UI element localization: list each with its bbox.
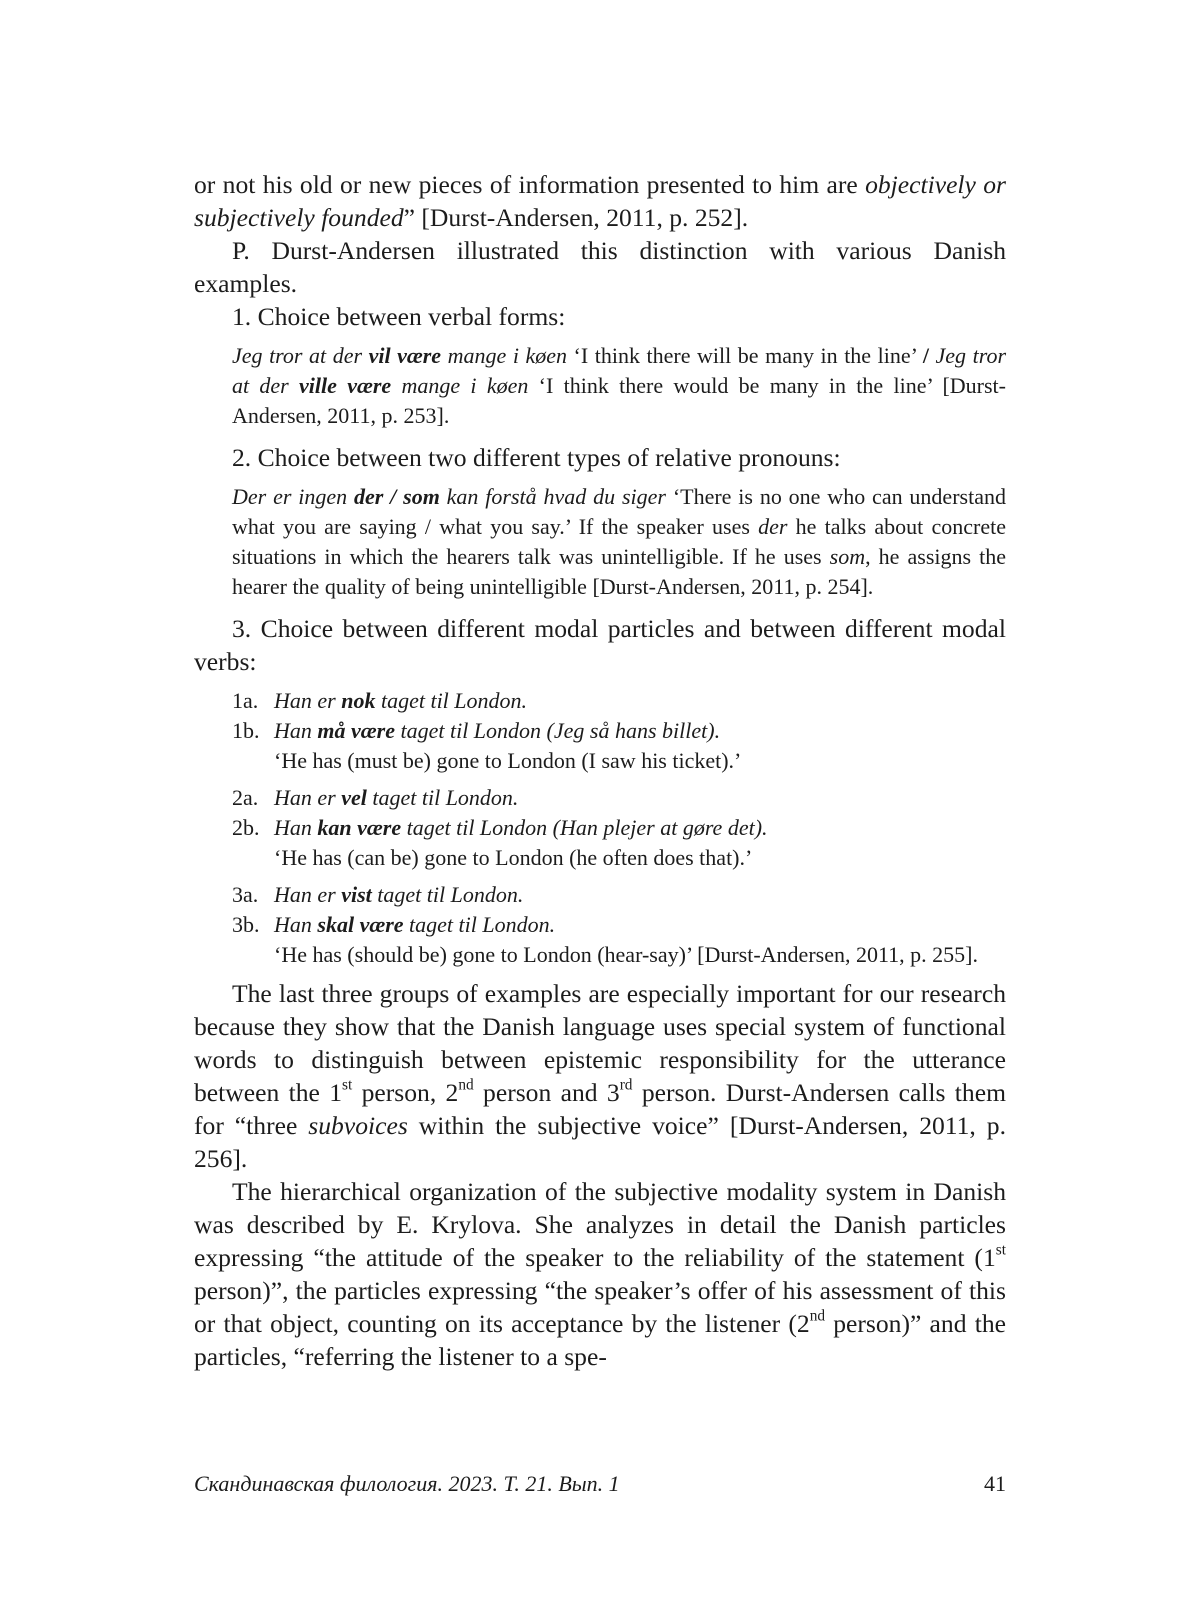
list-item (194, 813, 1006, 843)
bold-term: kan være (317, 815, 402, 840)
text-span: ‘There is no one who can understand what you are saying / what you say.’ If the speaker uses (232, 484, 1006, 539)
example-gloss: ‘He has (must be) gone to London (I saw his ticket).’ (274, 748, 742, 773)
separator: / (922, 343, 929, 368)
example-text (274, 880, 1006, 910)
text-span: The last three groups of examples are especially important for our research because they show that the Danish language uses special system of functional words to distinguish between epistemic responsibility for the utterance between the 1 (194, 979, 1006, 1107)
examples-list (194, 686, 1006, 970)
italic-term: som (829, 544, 866, 569)
text-span: Jeg tror at der (232, 343, 369, 368)
text-span: person and 3 (473, 1078, 620, 1107)
bold-term: vel (341, 785, 367, 810)
item1-heading: 1. Choice between verbal forms: (232, 302, 566, 331)
text-span: taget til London. (371, 882, 524, 907)
italic-term: der (758, 514, 788, 539)
text-span: Han (274, 815, 318, 840)
example-number: 1a. (232, 688, 259, 713)
text-span: taget til London (Jeg så hans billet). (394, 718, 721, 743)
main-text-column (194, 168, 1006, 1373)
ordinal-superscript: nd (458, 1076, 474, 1094)
text-span: person, 2 (352, 1078, 459, 1107)
italic-phrase: objectively or subjectively founded (194, 170, 1006, 232)
bold-term: skal være (317, 912, 404, 937)
bold-term: vist (341, 882, 372, 907)
bold-term: må være (317, 718, 395, 743)
text-span: taget til London (Han plejer at gøre det). (401, 815, 768, 840)
journal-citation: Скандинавская филология. 2023. Т. 21. Вып. 1 (194, 1471, 620, 1496)
bold-term: der / som (353, 484, 440, 509)
example-number: 1b. (232, 718, 260, 743)
bold-term: vil være (368, 343, 442, 368)
text-span: he talks about concrete situations in which the hearers talk was unintelligible. If he uses (232, 514, 1006, 569)
text-span: ‘I think there would be many in the line’ [Durst-Andersen, 2011, p. 253]. (232, 373, 1006, 428)
text-span: Han er (274, 882, 342, 907)
example-number: 3b. (232, 912, 260, 937)
example-gloss: ‘He has (can be) gone to London (he often does that).’ (274, 845, 753, 870)
list-item (194, 686, 1006, 716)
italic-term: subvoices (308, 1111, 408, 1140)
example-text (274, 910, 1006, 940)
text-span: mange i køen (391, 373, 529, 398)
text-span: person)” and the particles, “referring the listener to a spe- (194, 1309, 1006, 1371)
ordinal-superscript: st (342, 1076, 353, 1094)
example-group (194, 686, 1006, 776)
list-item (194, 880, 1006, 910)
text-span: taget til London. (366, 785, 519, 810)
example-number: 2a. (232, 785, 259, 810)
example-text (274, 716, 1006, 746)
example-number: 3a. (232, 882, 259, 907)
list-item (194, 716, 1006, 746)
example-number: 2b. (232, 815, 260, 840)
text-span: Han (274, 912, 318, 937)
item1-example (194, 341, 1006, 431)
text-span: ” [Durst-Andersen, 2011, p. 252]. (403, 203, 749, 232)
ordinal-superscript: st (995, 1241, 1006, 1259)
ordinal-superscript: nd (809, 1307, 826, 1325)
ordinal-superscript: rd (619, 1076, 633, 1094)
text-span: or not his old or new pieces of information presented to him are (194, 170, 866, 199)
list-item (194, 783, 1006, 813)
example-group (194, 880, 1006, 970)
page-number: 41 (984, 1471, 1006, 1496)
text-span: mange i køen (441, 343, 568, 368)
example-gloss: ‘He has (should be) gone to London (hear-say)’ [Durst-Andersen, 2011, p. 255]. (274, 942, 978, 967)
example-text (274, 783, 1006, 813)
text-span: Der er ingen (232, 484, 354, 509)
text-span: person. Durst-Andersen calls them for “three (194, 1078, 1006, 1140)
text-span: Han (274, 718, 318, 743)
text-span: , he assigns the hearer the quality of being unintelligible [Durst-Andersen, 2011, p. 254]. (232, 544, 1007, 599)
text-span: Jeg tror at der (232, 343, 1007, 398)
example-text (274, 686, 1006, 716)
page-footer (194, 1470, 1006, 1498)
text-span: taget til London. (403, 912, 556, 937)
text-span: kan forstå hvad du siger (439, 484, 666, 509)
text-span: Han er (274, 688, 342, 713)
example-text (274, 813, 1006, 843)
paragraph-continuation (194, 168, 1006, 234)
list-item (194, 910, 1006, 940)
item3-heading: 3. Choice between different modal particles and between different modal verbs: (194, 614, 1006, 676)
text-span: within the subjective voice” [Durst-Andersen, 2011, p. 256]. (194, 1111, 1006, 1173)
item2-example (194, 482, 1006, 602)
bold-term: ville være (299, 373, 392, 398)
text-span: taget til London. (375, 688, 528, 713)
text-span: person)”, the particles expressing “the speaker’s offer of his assessment of this or that object, counting on its acceptance by the listener (2 (194, 1276, 1006, 1338)
example-group (194, 783, 1006, 873)
text-span: Han er (274, 785, 342, 810)
bold-term: nok (341, 688, 376, 713)
paragraph-hierarchy (194, 1175, 1006, 1373)
paragraph-subvoices (194, 977, 1006, 1175)
text-span: ‘I think there will be many in the line’ (567, 343, 923, 368)
paragraph-intro: P. Durst-Andersen illustrated this distinction with various Danish examples. (194, 236, 1006, 298)
item2-heading: 2. Choice between two different types of relative pronouns: (232, 443, 841, 472)
text-span: The hierarchical organization of the subjective modality system in Danish was described by E. Krylova. She analyzes in detail the Danish particles expressing “the attitude of the speaker to the reliability of the statement (1 (194, 1177, 1006, 1272)
